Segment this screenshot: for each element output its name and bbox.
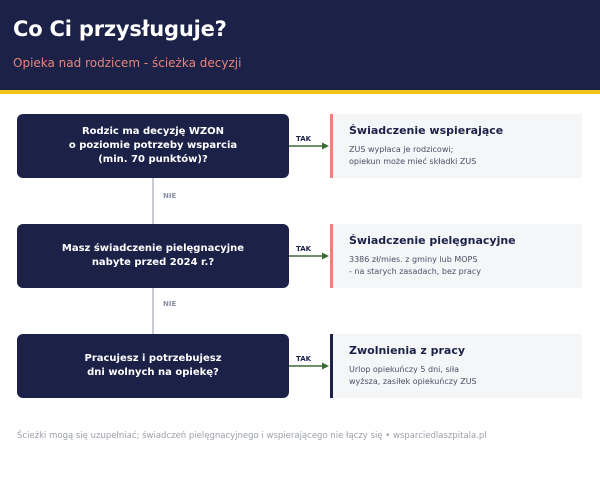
question-box-1: Rodzic ma decyzję WZON o poziomie potrzeby wsparcia (min. 70 punktów)? [17,114,289,178]
question-box-3: Pracujesz i potrzebujesz dni wolnych na opiekę? [17,334,289,398]
answer-text-2: 3386 zł/mies. z gminy lub MOPS - na starych zasadach, bez pracy [349,255,482,276]
answer-box-1 [330,114,582,178]
no-label-1: NIE [163,192,177,200]
yes-label-2: TAK [296,245,312,253]
no-label-2: NIE [163,300,177,308]
answer-box-2 [330,224,582,288]
answer-text-3: Urlop opiekuńczy 5 dni, siła wyższa, zasiłek opiekuńczy ZUS [349,365,477,386]
yes-label-3: TAK [296,355,312,363]
answer-box-3 [330,334,582,398]
tak-arrow-2 [289,253,329,260]
page-subtitle: Opieka nad rodzicem - ścieżka decyzji [13,56,242,70]
question-box-2: Masz świadczenie pielęgnacyjne nabyte przed 2024 r.? [17,224,289,288]
yes-label-1: TAK [296,135,312,143]
tak-arrow-1 [289,143,329,150]
tak-arrow-3 [289,363,329,370]
answer-title-3: Zwolnienia z pracy [349,344,466,357]
footer-note: Ścieżki mogą się uzupełniać; świadczeń pielęgnacyjnego i wspierającego nie łączy się • wsparciedlaszpitala.pl [17,431,487,441]
answer-title-1: Świadczenie wspierające [349,124,504,137]
page-title: Co Ci przysługuje? [13,17,227,41]
answer-text-1: ZUS wypłaca je rodzicowi; opiekun może mieć składki ZUS [349,145,477,166]
answer-title-2: Świadczenie pielęgnacyjne [349,234,516,247]
